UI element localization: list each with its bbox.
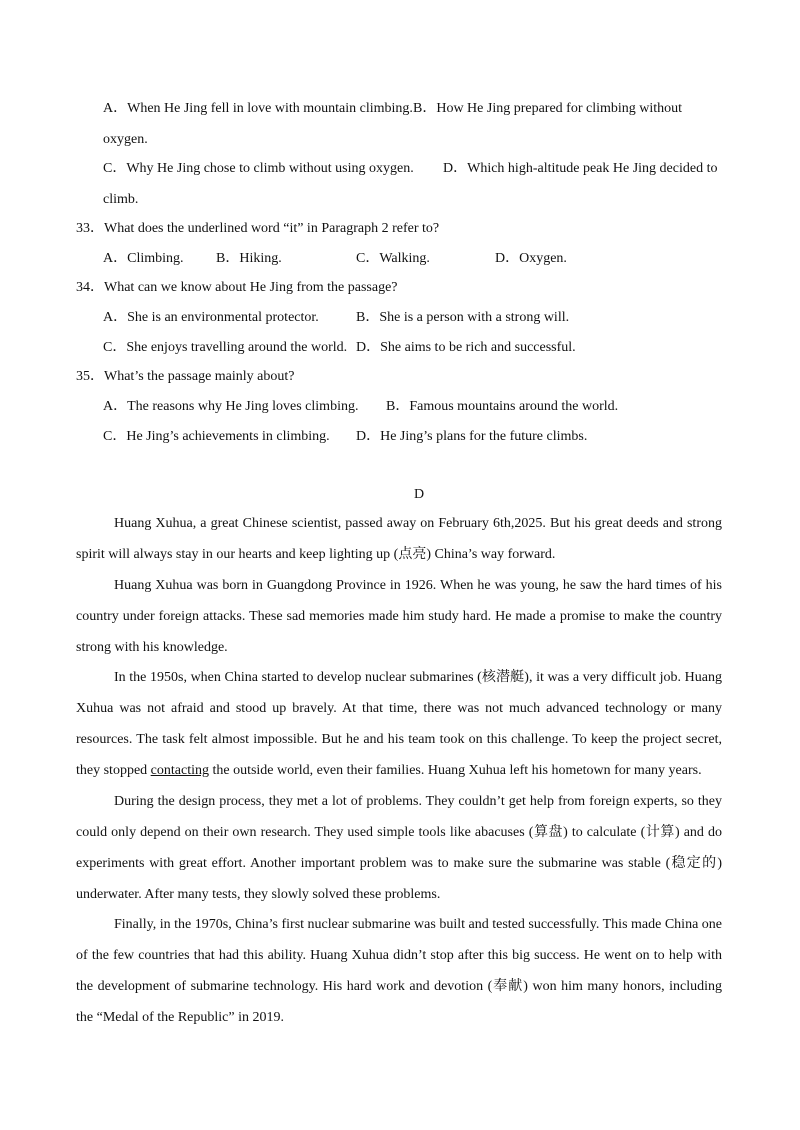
q33-stem: 33．What does the underlined word “it” in Paragraph 2 refer to? <box>76 221 440 236</box>
q32-option-a: A．When He Jing fell in love with mountain climbing. <box>103 101 413 116</box>
passage-paragraph-5: Finally, in the 1970s, China’s first nuclear submarine was built and tested successfully. This made China one of the few countries that had this ability. Huang Xuhua didn’t stop after this big success. He went on to help with the development of submarine technology. His hard work and devotion (奉献) won him many honors, including the “Medal of the Republic” in 2019. <box>76 917 722 1025</box>
underlined-word: contacting <box>150 763 209 778</box>
q32-option-b-continued: oxygen. <box>103 132 148 147</box>
q32-option-b: B．How He Jing prepared for climbing without <box>413 101 683 116</box>
passage-paragraph-4: During the design process, they met a lot of problems. They couldn’t get help from foreign experts, so they could only depend on their own research. They used simple tools like abacuses (算盘) to calculate (计算) and do experiments with great effort. Another important problem was to make sure the submarine was stable (稳定的) underwater. After many tests, they slowly solved these problems. <box>76 794 722 902</box>
paragraph-3-text-after: the outside world, even their families. Huang Xuhua left his hometown for many years. <box>208 763 702 778</box>
q35-option-b: B．Famous mountains around the world. <box>386 399 619 414</box>
q33-option-a: A．Climbing. <box>103 251 184 266</box>
q32-option-d: D．Which high-altitude peak He Jing decided to <box>443 161 718 176</box>
paragraph-3-text-before: In the 1950s, when China started to develop nuclear submarines (核潜艇), it was a very difficult job. Huang Xuhua was not afraid and stood up bravely. At that time, there was not much advanced technology or many resources. The task felt almost impossible. But he and his team took on this challenge. To keep the project secret, they stopped <box>76 670 722 778</box>
q35-option-c: C．He Jing’s achievements in climbing. <box>103 429 330 444</box>
q35-option-d: D．He Jing’s plans for the future climbs. <box>356 429 588 444</box>
q34-option-a: A．She is an environmental protector. <box>103 310 319 325</box>
q35-stem: 35．What’s the passage mainly about? <box>76 369 295 384</box>
q33-option-b: B．Hiking. <box>216 251 282 266</box>
section-heading: D <box>413 487 425 502</box>
q33-option-c: C．Walking. <box>356 251 430 266</box>
q33-option-d: D．Oxygen. <box>495 251 567 266</box>
q32-option-c: C．Why He Jing chose to climb without using oxygen. <box>103 161 414 176</box>
passage-paragraph-3 <box>76 662 722 786</box>
q34-stem: 34．What can we know about He Jing from the passage? <box>76 280 398 295</box>
q35-option-a: A．The reasons why He Jing loves climbing. <box>103 399 359 414</box>
q34-option-d: D．She aims to be rich and successful. <box>356 340 576 355</box>
q34-option-b: B．She is a person with a strong will. <box>356 310 570 325</box>
passage-paragraph-2: Huang Xuhua was born in Guangdong Province in 1926. When he was young, he saw the hard times of his country under foreign attacks. These sad memories made him study hard. He made a promise to make the country strong with his knowledge. <box>76 578 722 655</box>
q32-option-d-continued: climb. <box>103 192 139 207</box>
q34-option-c: C．She enjoys travelling around the world. <box>103 340 348 355</box>
passage-paragraph-1: Huang Xuhua, a great Chinese scientist, passed away on February 6th,2025. But his great deeds and strong spirit will always stay in our hearts and keep lighting up (点亮) China’s way forward. <box>76 516 722 562</box>
